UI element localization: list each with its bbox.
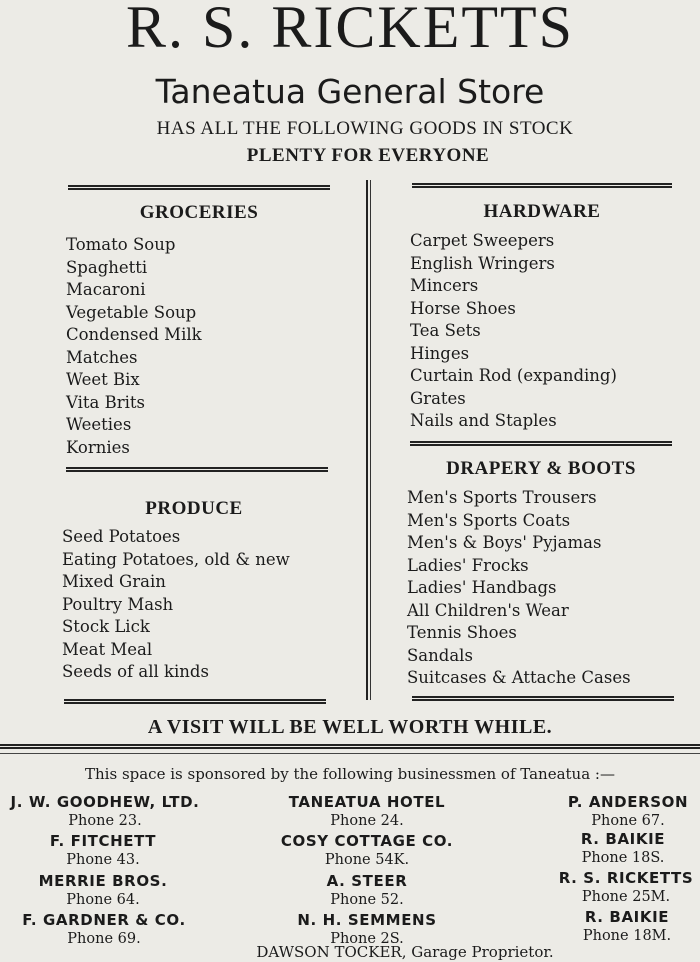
- business-name: R. BAIKIE: [580, 830, 666, 848]
- list-item: Suitcases & Attache Cases: [407, 668, 631, 687]
- list-item: Condensed Milk: [66, 325, 202, 344]
- business-name: R. BAIKIE: [584, 908, 670, 926]
- list-item: Horse Shoes: [410, 298, 516, 318]
- list-item: All Children's Wear: [407, 600, 569, 620]
- business-phone: Phone 24.: [330, 813, 404, 829]
- business-name: TANEATUA HOTEL: [288, 793, 446, 811]
- business-card: [548, 793, 700, 831]
- drapery-bottom-rule: [412, 696, 674, 701]
- business-name: A. STEER: [326, 872, 408, 890]
- list-item: Poultry Mash: [62, 594, 174, 614]
- list-item: Meat Meal: [62, 639, 153, 659]
- list-item: Tennis Shoes: [407, 623, 517, 642]
- business-phone: Phone 64.: [66, 892, 140, 908]
- business-name: F. FITCHETT: [49, 832, 157, 850]
- business-name: COSY COTTAGE CO.: [280, 832, 454, 850]
- list-item: Men's Sports Trousers: [407, 488, 597, 507]
- produce-bottom-rule: [64, 699, 326, 704]
- plenty-tagline: PLENTY FOR EVERYONE: [246, 145, 490, 166]
- hardware-list: [410, 230, 617, 433]
- groceries-bottom-rule: [66, 467, 328, 472]
- business-card: [0, 832, 206, 870]
- produce-list: [62, 526, 290, 684]
- sponsor-line: This space is sponsored by the following businessmen of Taneatua :—: [85, 765, 615, 783]
- produce-heading: PRODUCE: [145, 498, 243, 519]
- list-item: Kornies: [66, 437, 130, 457]
- drapery-list: [407, 487, 631, 690]
- list-item: Mincers: [410, 276, 479, 295]
- business-phone: Phone 52.: [330, 892, 404, 908]
- list-item: Weet Bix: [66, 370, 140, 389]
- business-phone: Phone 69.: [67, 931, 141, 947]
- business-phone: Phone 18M.: [582, 928, 672, 944]
- list-item: Vegetable Soup: [66, 302, 197, 322]
- list-item: Matches: [66, 347, 138, 367]
- footer-thin-rule: [0, 753, 700, 754]
- list-item: Tea Sets: [410, 321, 481, 340]
- list-item: Men's & Boys' Pyjamas: [407, 533, 602, 552]
- hardware-heading: HARDWARE: [483, 201, 601, 222]
- business-name: F. GARDNER & CO.: [22, 911, 186, 929]
- list-item: Hinges: [410, 343, 470, 363]
- visit-slogan: A VISIT WILL BE WELL WORTH WHILE.: [147, 716, 553, 738]
- list-item: Spaghetti: [66, 257, 148, 277]
- list-item: Sandals: [407, 645, 473, 665]
- business-name: P. ANDERSON: [567, 793, 689, 811]
- business-card: [552, 908, 700, 946]
- business-card: [262, 793, 472, 831]
- list-item: English Wringers: [410, 253, 555, 273]
- list-item: Mixed Grain: [62, 572, 166, 591]
- garage-proprietor-line: DAWSON TOCKER, Garage Proprietor.: [256, 943, 554, 961]
- groceries-heading: GROCERIES: [139, 202, 259, 223]
- stock-tagline: HAS ALL THE FOLLOWING GOODS IN STOCK: [156, 118, 574, 139]
- list-item: Macaroni: [66, 280, 146, 299]
- groceries-list: [66, 234, 202, 459]
- list-item: Carpet Sweepers: [410, 231, 555, 250]
- business-name: J. W. GOODHEW, LTD.: [10, 793, 200, 811]
- list-item: Stock Lick: [62, 617, 150, 636]
- store-subtitle: Taneatua General Store: [155, 72, 545, 111]
- list-item: Seed Potatoes: [62, 527, 181, 546]
- business-card: [262, 872, 472, 910]
- business-name: R. S. RICKETTS: [558, 869, 694, 887]
- business-phone: Phone 54K.: [324, 852, 410, 868]
- business-name: MERRIE BROS.: [38, 872, 168, 890]
- business-phone: Phone 18S.: [581, 850, 665, 866]
- groceries-top-rule: [68, 185, 330, 190]
- store-name-title: R. S. RICKETTS: [125, 0, 575, 60]
- business-card: [262, 832, 472, 870]
- business-name: N. H. SEMMENS: [297, 911, 437, 929]
- business-phone: Phone 23.: [68, 813, 142, 829]
- business-phone: Phone 43.: [66, 852, 140, 868]
- list-item: Curtain Rod (expanding): [410, 366, 617, 385]
- business-phone: Phone 2S.: [330, 931, 404, 947]
- hardware-bottom-rule: [410, 441, 672, 446]
- business-card: [546, 869, 700, 907]
- business-phone: Phone 25M.: [581, 889, 671, 905]
- list-item: Eating Potatoes, old & new: [62, 549, 290, 569]
- business-phone: Phone 67.: [591, 813, 665, 829]
- list-item: Weeties: [66, 415, 132, 434]
- list-item: Ladies' Handbags: [407, 578, 557, 597]
- list-item: Vita Brits: [66, 392, 146, 412]
- footer-top-rule: [0, 744, 700, 749]
- business-card: [0, 872, 206, 910]
- list-item: Tomato Soup: [66, 235, 176, 254]
- drapery-heading: DRAPERY & BOOTS: [446, 458, 636, 479]
- column-divider: [366, 180, 371, 700]
- business-card: [0, 793, 210, 831]
- list-item: Grates: [410, 388, 466, 408]
- business-card: [548, 830, 698, 868]
- list-item: Ladies' Frocks: [407, 555, 529, 575]
- list-item: Seeds of all kinds: [62, 662, 209, 681]
- list-item: Nails and Staples: [410, 411, 557, 430]
- list-item: Men's Sports Coats: [407, 510, 571, 530]
- hardware-top-rule: [412, 183, 672, 188]
